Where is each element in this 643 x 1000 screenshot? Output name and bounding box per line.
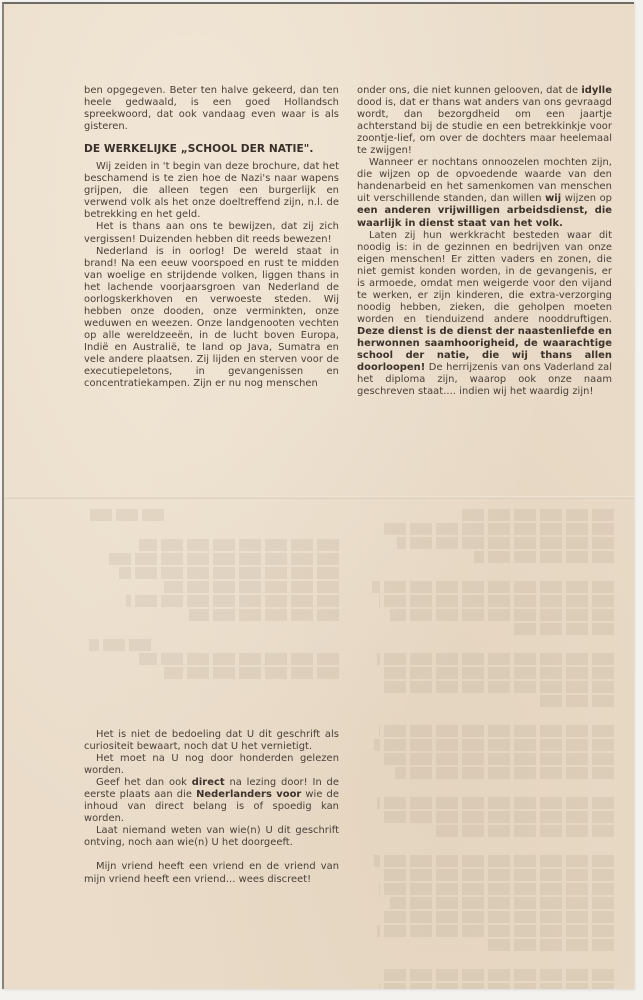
fold-line <box>4 496 634 499</box>
paragraph: Mijn vriend heeft een vriend en de vriend van mijn vriend heeft een vriend... wees discreet! <box>84 861 339 885</box>
spacer <box>84 849 339 861</box>
bleed-through-right <box>359 509 614 989</box>
paragraph <box>357 230 612 399</box>
bold-text: wij <box>545 193 562 205</box>
text-run: wie de inhoud van direct belang is of spoedig kan worden. <box>84 789 339 825</box>
paragraph <box>84 777 339 825</box>
document-page <box>2 2 634 989</box>
paragraph: Nederland is in oorlog! De wereld staat in brand! Na een eeuw voorspoed en rust te midden van woelige en strijdende volken, liggen thans in het lachende voorjaarsgroen van Nederland de oorlogskerkhoven en verwoeste steden. Wij hebben onze dooden, onze verminkten, onze weduwen en weezen. Onze landgenooten vechten op alle wereldzeeën, in de lucht boven Europa, Indië en Australië, te land op Java, Sumatra en vele andere plaatsen. Zij lijden en sterven voor de executiepeletons, in gevangenissen en concentratiekampen. Zijn er nu nog menschen <box>84 245 339 390</box>
paragraph: ben opgegeven. Beter ten halve gekeerd, dan ten heele gedwaald, is een goed Hollandsch spreekwoord, dat ook vandaag even waar is als gisteren. <box>84 85 339 133</box>
bleed-through-left <box>89 509 339 681</box>
paragraph: Wij zeiden in 't begin van deze brochure, dat het beschamend is te zien hoe de Nazi's naar wapens grijpen, die alleen tegen een burgerlijk en verwend volk als het onze doeltreffend zijn, n.l. de betrekking en het geld. <box>84 161 339 221</box>
left-column-bottom <box>84 729 339 886</box>
paragraph: Het is thans aan ons te bewijzen, dat zij zich vergissen! Duizenden hebben dit reeds bewezen! <box>84 221 339 245</box>
text-run: dood is, dat er thans wat anders van ons gevraagd wordt, dan bezorgdheid om een jaartje achterstand bij de studie en een betrekkinkje voor zoontje-lief, om over de dochters maar heelemaal te zwijgen! <box>357 97 612 157</box>
paragraph: Het moet na U nog door honderden gelezen worden. <box>84 753 339 777</box>
text-run: Laten zij hun werkkracht besteden waar dit noodig is: in de gezinnen en bedrijven van onze eigen menschen! Er zitten vaders en zonen, die niet gemist konden worden, in de gevangenis, er is armoede, omdat men weigerde voor den vijand te werken, er zijn kinderen, die extra-verzorging noodig hebben, zieken, die geholpen moeten worden en tienduizend andere nooddruftigen. <box>357 229 612 325</box>
bold-text: een anderen vrijwilligen arbeidsdienst, die waarlijk in dienst staat van het volk. <box>357 205 612 229</box>
text-run: wijzen op <box>561 193 612 205</box>
text-run: onder ons, die niet kunnen gelooven, dat de <box>357 85 582 96</box>
bold-text: Nederlanders voor <box>196 789 302 801</box>
bold-text: Deze dienst is de dienst der naastenliefde en herwonnen saamhoorigheid, de waarachtige school der natie, die wij thans allen doorloopen! <box>357 325 612 374</box>
text-run: Geef het dan ook <box>96 777 192 789</box>
paragraph <box>357 85 612 157</box>
text-run: na lezing door! <box>224 777 313 789</box>
paragraph: Het is niet de bedoeling dat U dit geschrift als curiositeit bewaart, noch dat U het vernietigt. <box>84 729 339 753</box>
text-run: In de eerste plaats aan die <box>84 777 340 801</box>
left-column-top <box>84 85 339 390</box>
text-run: De herrijzenis van ons Vaderland zal het diploma zijn, waarop ook onze naam geschreven staat.... indien wij het waardig zijn! <box>357 362 612 398</box>
section-heading: DE WERKELIJKE „SCHOOL DER NATIE". <box>84 143 314 156</box>
text-run: Wanneer er nochtans onnoozelen mochten zijn, die wijzen op de opvoedende waarde van den handenarbeid en het samenkomen van menschen uit verschillende standen, dan willen <box>357 157 612 205</box>
bold-text: idylle <box>581 85 612 96</box>
paragraph: Laat niemand weten van wie(n) U dit geschrift ontving, noch aan wie(n) U het doorgeeft. <box>84 825 339 849</box>
bold-text: direct <box>191 777 225 789</box>
right-column-top <box>357 85 612 398</box>
paragraph <box>357 157 612 229</box>
